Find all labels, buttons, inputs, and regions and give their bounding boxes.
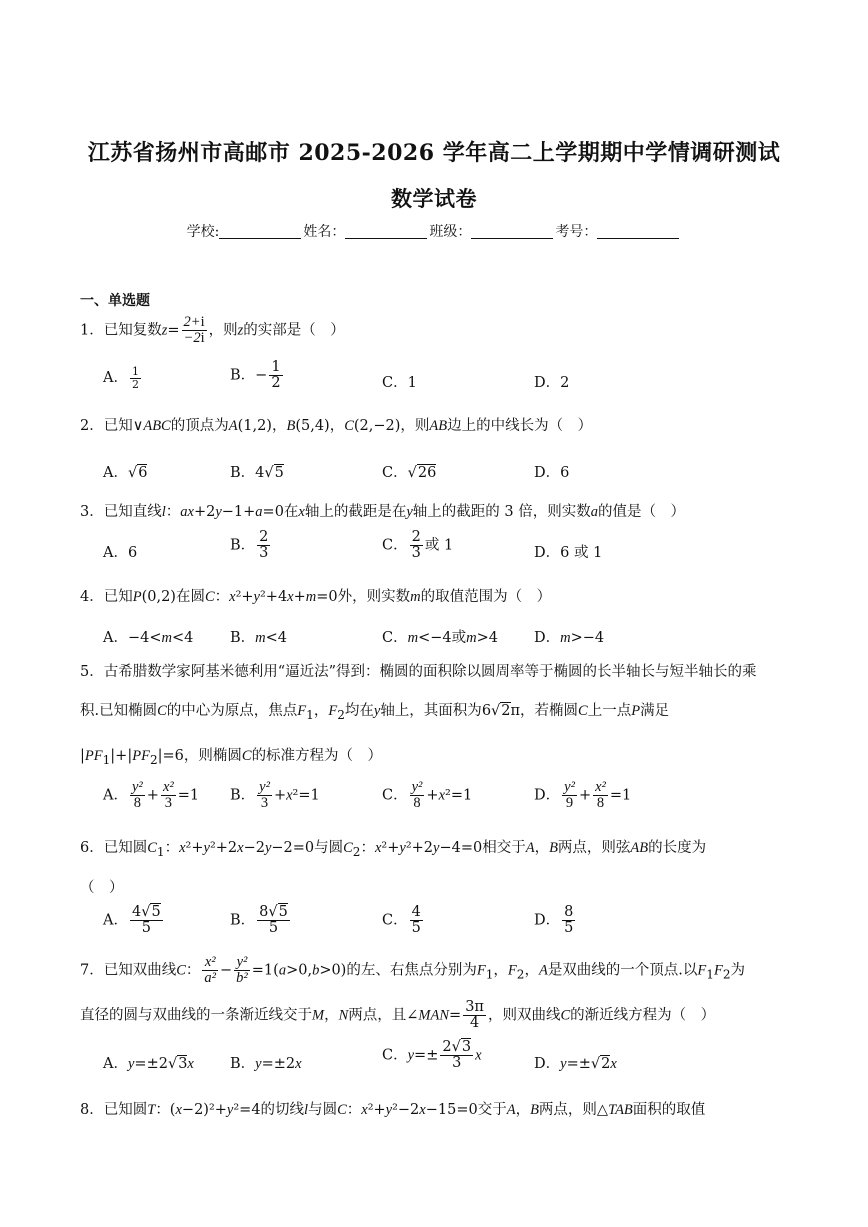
q5-option-c[interactable]: C． $\frac{\text{y²}}{8}$ +x²=1 (382, 779, 473, 812)
question-6: 6．已知圆$C_1$：x²+y²+2x−2y−2=0与圆$C_2$：x²+y²+2y−4=0相交于A，B两点，则弦AB的长度为 (80, 840, 707, 859)
q5-option-d[interactable]: D． $\frac{\text{y²}}{9}$ + $\frac{\text{x²}}{8}$ =1 (534, 779, 632, 812)
q6-option-c[interactable]: C． $\frac{4}{5}$ (382, 904, 421, 937)
q1-option-a[interactable]: A． $\frac{1}{2}$ (103, 365, 139, 391)
class-blank[interactable] (471, 224, 553, 239)
class-label: 班级： (429, 224, 472, 240)
q5-option-a[interactable]: A． $\frac{\text{y²}}{8}$ + $\frac{\text{x²}}{3}$ =1 (103, 779, 200, 812)
q4-option-b[interactable]: B．m<4 (230, 630, 288, 646)
q5-option-b[interactable]: B． $\frac{\text{y²}}{3}$ +x²=1 (230, 779, 320, 812)
q1-option-d[interactable]: D．2 (534, 375, 570, 391)
q6-option-b[interactable]: B． $\frac{8√5}{5}$ (230, 904, 288, 937)
exam-no-label: 考号： (555, 224, 598, 240)
exam-title: 江苏省扬州市高邮市 2025-2026 学年高二上学期期中学情调研测试 (87, 140, 781, 166)
question-2: 2．已知∨ABC的顶点为A(1,2)，B(5,4)，C(2,−2)，则AB边上的中线长为（ ） (80, 418, 593, 434)
q3-option-b[interactable]: B． $\frac{2}{3}$ (230, 529, 269, 562)
q2-option-d[interactable]: D．6 (534, 465, 570, 481)
question-6-paren: （ ） (80, 880, 124, 896)
question-1: 1．已知复数z= $\frac{2+i}{-2i}$ ，则z的实部是（ ） (80, 314, 345, 347)
q6-option-a[interactable]: A． $\frac{4√5}{5}$ (103, 904, 161, 937)
exam-no-blank[interactable] (597, 224, 679, 239)
question-7: 7．已知双曲线C： $\frac{\text{x²}}{\text{a²}}$ − $\frac{\text{y²}}{\text{b²}}$ =1(a>0,b>0)的左、右焦点分别为$F_1$，$F_2$，A是双曲线的一个顶点.以$F_1F_2$为 (80, 954, 746, 987)
q3-option-c[interactable]: C． $\frac{2}{3}$ 或 1 (382, 529, 454, 562)
q7-option-a[interactable]: A．y=±2√3x (103, 1056, 194, 1072)
q3-option-a[interactable]: A．6 (103, 545, 138, 561)
question-5-line-1: 5．古希腊数学家阿基米德利用“逼近法”得到：椭圆的面积除以圆周率等于椭圆的长半轴长与短半轴长的乘 (80, 664, 757, 680)
q7-option-d[interactable]: D．y=±√2x (534, 1056, 617, 1072)
q4-option-d[interactable]: D．m>−4 (534, 630, 605, 646)
q7-option-b[interactable]: B．y=±2x (230, 1056, 302, 1072)
exam-subtitle: 数学试卷 (391, 186, 477, 211)
q1-option-b[interactable]: B．− $\frac{1}{2}$ (230, 359, 281, 392)
q2-option-a[interactable]: A．√6 (103, 465, 148, 481)
name-label: 姓名： (303, 224, 346, 240)
school-blank[interactable] (219, 224, 301, 239)
question-7-line-2: 直径的圆与双曲线的一条渐近线交于M，N两点，且∠MAN= $\frac{3\pi}{4}$ ，则双曲线C的渐近线方程为（ ） (80, 999, 716, 1032)
question-5-line-3: $|PF_1|+|PF_2|=6$，则椭圆C的标准方程为（ ） (80, 748, 383, 767)
school-label: 学校: (186, 224, 220, 240)
question-3: 3．已知直线l：ax+2y−1+a=0在x轴上的截距是在y轴上的截距的 3 倍，则实数a的值是（ ） (80, 504, 685, 520)
name-blank[interactable] (345, 224, 427, 239)
section-heading: 一、单选题 (80, 293, 150, 309)
student-info (0, 221, 868, 241)
q1-option-c[interactable]: C．1 (382, 375, 417, 391)
q2-option-c[interactable]: C．√26 (382, 465, 437, 481)
q4-option-a[interactable]: A．−4<m<4 (103, 630, 194, 646)
question-8: 8．已知圆T：(x−2)²+y²=4的切线l与圆C：x²+y²−2x−15=0交于A，B两点，则△TAB面积的取值 (80, 1102, 706, 1118)
q2-option-b[interactable]: B．4√5 (230, 465, 284, 481)
q7-option-c[interactable]: C．y=± $\frac{2√3}{3}$ x (382, 1039, 482, 1072)
q3-option-d[interactable]: D．6 或 1 (534, 545, 603, 561)
q4-option-c[interactable]: C．m<−4或m>4 (382, 630, 498, 646)
q6-option-d[interactable]: D． $\frac{8}{5}$ (534, 904, 574, 937)
question-4: 4．已知P(0,2)在圆C：x²+y²+4x+m=0外，则实数m的取值范围为（ ） (80, 589, 552, 605)
question-5-line-2: 积.已知椭圆C的中心为原点，焦点$F_1$，$F_2$均在y轴上，其面积为6√2π，若椭圆C上一点P满足 (80, 703, 670, 722)
